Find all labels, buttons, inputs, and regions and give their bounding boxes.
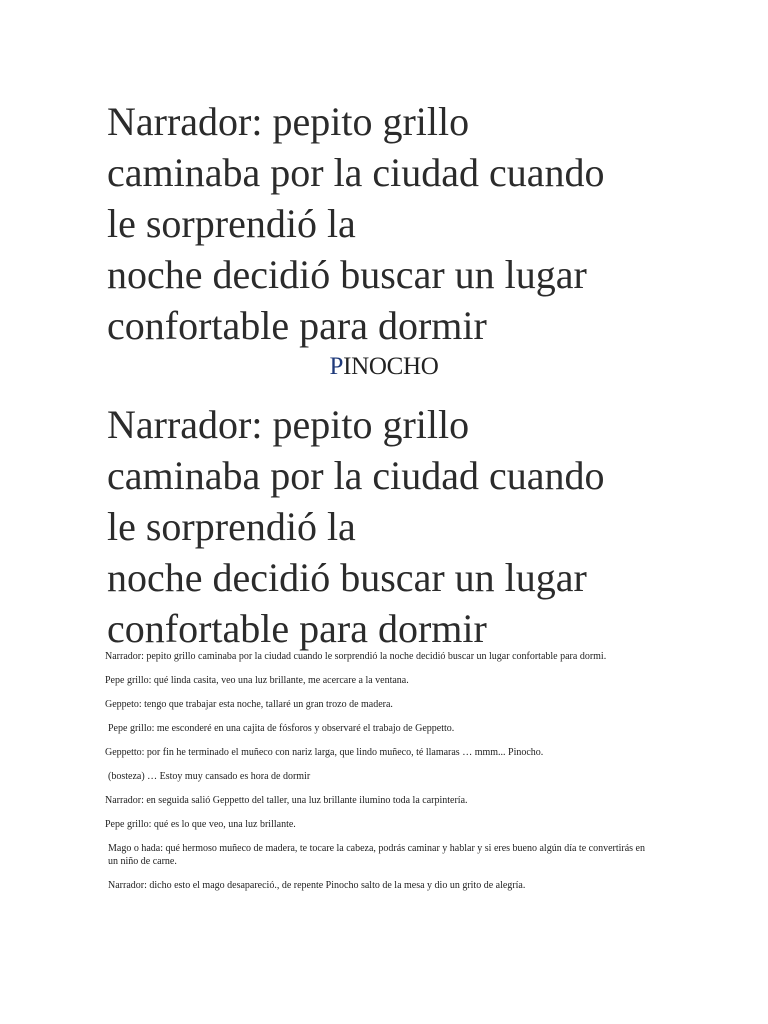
- dialogue-paragraph: (bosteza) … Estoy muy cansado es hora de dormir: [108, 771, 311, 782]
- title-rest: INOCHO: [343, 353, 439, 380]
- large-text-line: Narrador: pepito grillo: [107, 99, 470, 144]
- large-text-line: confortable para dormir: [107, 606, 487, 651]
- dialogue-paragraph: Narrador: en seguida salió Geppetto del taller, una luz brillante ilumino toda la carpintería.: [105, 795, 468, 806]
- dialogue-paragraph: Geppetto: por fin he terminado el muñeco con nariz larga, que lindo muñeco, té llamaras … mmm... Pinocho.: [105, 747, 544, 758]
- large-text-line: le sorprendió la: [107, 201, 356, 246]
- title-first-letter: P: [329, 353, 344, 380]
- large-text-block-1: [107, 96, 667, 351]
- large-text-line: caminaba por la ciudad cuando: [107, 453, 605, 498]
- dialogue-paragraph: Geppeto: tengo que trabajar esta noche, tallaré un gran trozo de madera.: [105, 699, 393, 710]
- large-text-line: confortable para dormir: [107, 303, 487, 348]
- dialogue-paragraph: Pepe grillo: qué es lo que veo, una luz brillante.: [105, 819, 296, 830]
- large-text-block-2: [107, 399, 667, 654]
- dialogue-paragraph: Narrador: dicho esto el mago desapareció., de repente Pinocho salto de la mesa y dio un grito de alegría.: [108, 880, 526, 891]
- large-text-line: caminaba por la ciudad cuando: [107, 150, 605, 195]
- dialogue-paragraph: Mago o hada: qué hermoso muñeco de madera, te tocare la cabeza, podrás caminar y hablar y si eres bueno algún día te convertirás en un niño de carne.: [108, 843, 645, 867]
- dialogue-text: [105, 650, 653, 903]
- dialogue-paragraph: Pepe grillo: me esconderé en una cajita de fósforos y observaré el trabajo de Geppetto.: [108, 723, 455, 734]
- large-text-line: Narrador: pepito grillo: [107, 402, 470, 447]
- dialogue-paragraph: Pepe grillo: qué linda casita, veo una luz brillante, me acercare a la ventana.: [105, 675, 409, 686]
- large-text-line: le sorprendió la: [107, 504, 356, 549]
- large-text-line: noche decidió buscar un lugar: [107, 555, 587, 600]
- dialogue-paragraph: Narrador: pepito grillo caminaba por la ciudad cuando le sorprendió la noche decidió buscar un lugar confortable para dormi.: [105, 651, 607, 662]
- large-text-line: noche decidió buscar un lugar: [107, 252, 587, 297]
- document-title: [0, 351, 768, 383]
